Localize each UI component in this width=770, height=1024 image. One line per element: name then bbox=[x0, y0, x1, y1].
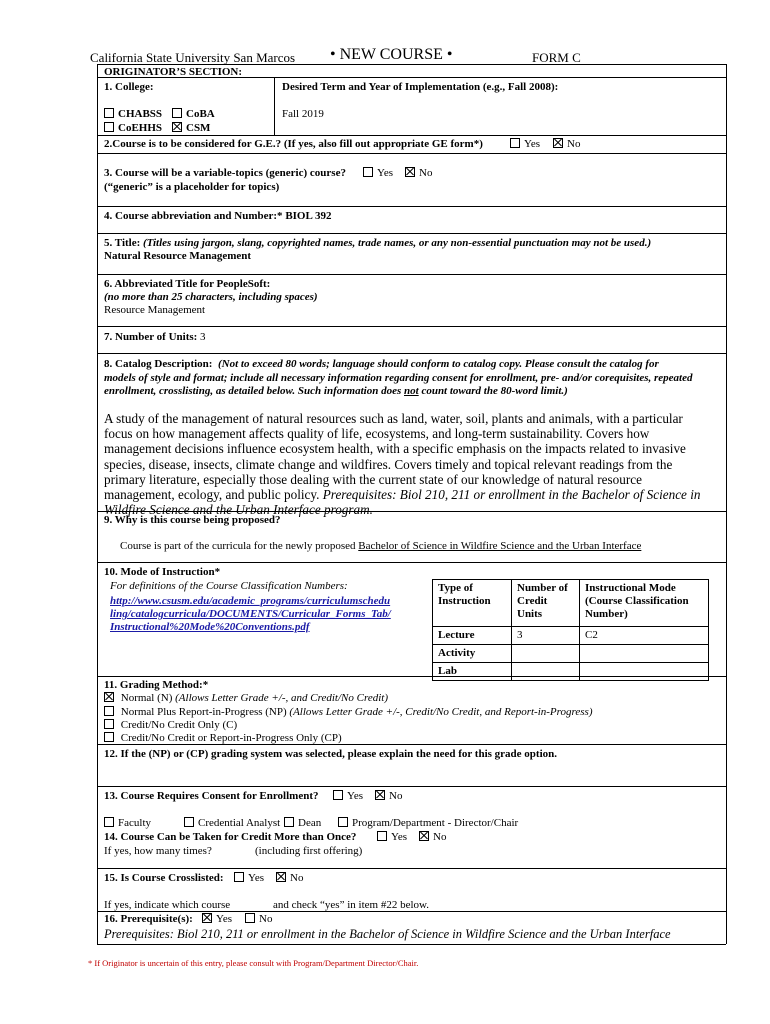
checked-checkbox-icon[interactable] bbox=[405, 167, 415, 177]
checkbox-icon[interactable] bbox=[338, 817, 348, 827]
row-mode[interactable] bbox=[580, 663, 709, 681]
q3-note: (“generic” is a placeholder for topics) bbox=[104, 181, 280, 193]
grading-option-cp[interactable]: Credit/No Credit or Report-in-Progress Only (CP) bbox=[104, 732, 342, 745]
q15-label: 15. Is Course Crosslisted: bbox=[104, 872, 224, 884]
q7-value[interactable]: 3 bbox=[200, 331, 206, 343]
checkbox-icon[interactable] bbox=[363, 167, 373, 177]
q12-label: 12. If the (NP) or (CP) grading system was selected, please explain the need for this grade option. bbox=[104, 748, 557, 760]
q13-yes-checkbox[interactable]: Yes bbox=[333, 790, 363, 803]
header-type: Type of Instruction bbox=[433, 580, 512, 627]
checkbox-icon[interactable] bbox=[234, 872, 244, 882]
instruction-mode-table bbox=[432, 579, 709, 681]
q11-label: 11. Grading Method:* bbox=[104, 679, 209, 691]
checkbox-icon[interactable] bbox=[172, 108, 182, 118]
checkbox-icon[interactable] bbox=[377, 831, 387, 841]
checkbox-icon[interactable] bbox=[104, 719, 114, 729]
q14-no-checkbox[interactable]: No bbox=[419, 831, 446, 844]
checkbox-icon[interactable] bbox=[104, 108, 114, 118]
q13-label: 13. Course Requires Consent for Enrollment? bbox=[104, 790, 319, 802]
q5-row: 5. Title: (Titles using jargon, slang, copyrighted names, trade names, or any non-essential punctuation may not be used.) bbox=[104, 237, 652, 249]
q14-yes-checkbox[interactable]: Yes bbox=[377, 831, 407, 844]
term-label: Desired Term and Year of Implementation (e.g., Fall 2008): bbox=[282, 81, 559, 93]
q10-note: For definitions of the Course Classification Numbers: bbox=[110, 580, 348, 592]
catalog-prereq: Prerequisites: Biol 210, 211 or enrollment in the Bachelor of Science in Wildfire Science and the Urban Interface program. bbox=[104, 487, 701, 518]
table-row bbox=[433, 627, 709, 645]
instructional-mode-link-line3[interactable]: Instructional%20Mode%20Conventions.pdf bbox=[110, 621, 310, 633]
row-type: Activity bbox=[433, 645, 512, 663]
term-value: Fall 2019 bbox=[282, 108, 324, 120]
checkbox-icon[interactable] bbox=[104, 706, 114, 716]
q4-row: 4. Course abbreviation and Number:* BIOL 392 bbox=[104, 210, 332, 222]
consent-faculty[interactable]: Faculty bbox=[104, 817, 151, 830]
q15-yes-checkbox[interactable]: Yes bbox=[234, 872, 264, 885]
q6-value[interactable]: Resource Management bbox=[104, 304, 206, 316]
table-row bbox=[433, 645, 709, 663]
college-divider bbox=[274, 77, 275, 135]
instructional-mode-link-line2[interactable]: ling/catalogcurricula/DOCUMENTS/Curricular_Forms_Tab/ bbox=[110, 608, 391, 620]
form-title: • NEW COURSE • bbox=[330, 46, 453, 63]
catalog-description[interactable]: A study of the management of natural resources such as land, water, soil, plants and animals, with a particular focus on how management affects quality of life, ecosystems, and long-term sustainability. Covers how management decisions influence ecosystem health, with a specific emphasis on the impacts related to invasive species, disease, insects, climate change and wildfires. Covers timely and topical relevant readings from the primary literature, especially those dealing with the current state of our knowledge of natural resource management, ecology, and public policy. Prerequisites: Biol 210, 211 or enrollment in the Bachelor of Science in Wildfire Science and the Urban Interface program. bbox=[104, 411, 701, 518]
consent-director-chair[interactable]: Program/Department - Director/Chair bbox=[338, 817, 518, 830]
q14-label: 14. Course Can be Taken for Credit More than Once? bbox=[104, 831, 357, 843]
checked-checkbox-icon[interactable] bbox=[276, 872, 286, 882]
q3-no-checkbox[interactable]: No bbox=[405, 167, 432, 180]
college-checkbox-csm[interactable]: CSM bbox=[172, 122, 210, 135]
row-units[interactable] bbox=[512, 645, 580, 663]
q6-label: 6. Abbreviated Title for PeopleSoft: bbox=[104, 278, 271, 290]
q15-indicate: If yes, indicate which course bbox=[104, 899, 231, 911]
row-mode[interactable]: C2 bbox=[580, 627, 709, 645]
consent-credential-analyst[interactable]: Credential Analyst bbox=[184, 817, 280, 830]
frame-right-line bbox=[726, 64, 727, 944]
grading-option-normal[interactable]: Normal (N) (Allows Letter Grade +/-, and Credit/No Credit) bbox=[104, 692, 388, 705]
row-type: Lab bbox=[433, 663, 512, 681]
header-mode: Instructional Mode (Course Classification Number) bbox=[580, 580, 709, 627]
q2-no-checkbox[interactable]: No bbox=[553, 138, 580, 151]
frame-top-line bbox=[97, 64, 726, 65]
grading-option-np[interactable]: Normal Plus Report-in-Progress (NP) (Allows Letter Grade +/-, Credit/No Credit, and Report-in-Progress) bbox=[104, 706, 593, 719]
checked-checkbox-icon[interactable] bbox=[419, 831, 429, 841]
table-row bbox=[433, 663, 709, 681]
q14-including: (including first offering) bbox=[255, 845, 363, 857]
q8-instructions: 8. Catalog Description: (Not to exceed 80 words; language should conform to catalog copy. Please consult the catalog for models of style and format; include all necessary information regarding consent for enrollment, pre- and/or corequisites, repeated enrollment, crosslisting, as detailed below. Such information does not count toward the 80-word limit.) bbox=[104, 358, 693, 398]
checkbox-icon[interactable] bbox=[284, 817, 294, 827]
row-units[interactable] bbox=[512, 663, 580, 681]
q16-value[interactable]: Prerequisites: Biol 210, 211 or enrollment in the Bachelor of Science in Wildfire Science and the Urban Interface bbox=[104, 927, 671, 941]
q16-no-checkbox[interactable]: No bbox=[245, 913, 272, 926]
college-label: 1. College: bbox=[104, 81, 154, 93]
q13-no-checkbox[interactable]: No bbox=[375, 790, 402, 803]
college-checkbox-chabss[interactable]: CHABSS bbox=[104, 108, 162, 121]
grading-option-credit[interactable]: Credit/No Credit Only (C) bbox=[104, 719, 237, 732]
checked-checkbox-icon[interactable] bbox=[375, 790, 385, 800]
q3-label: 3. Course will be a variable-topics (generic) course? bbox=[104, 167, 346, 179]
checkbox-icon[interactable] bbox=[510, 138, 520, 148]
header-units: Number of Credit Units bbox=[512, 580, 580, 627]
college-checkbox-coehhs[interactable]: CoEHHS bbox=[104, 122, 162, 135]
q7-row: 7. Number of Units: 3 bbox=[104, 331, 206, 343]
checkbox-icon[interactable] bbox=[104, 732, 114, 742]
q16-label: 16. Prerequisite(s): bbox=[104, 913, 193, 925]
q15-no-checkbox[interactable]: No bbox=[276, 872, 303, 885]
footnote: * If Originator is uncertain of this entry, please consult with Program/Department Director/Chair. bbox=[88, 958, 419, 968]
q9-label: 9. Why is this course being proposed? bbox=[104, 514, 281, 526]
q2-yes-checkbox[interactable]: Yes bbox=[510, 138, 540, 151]
frame-left-line bbox=[97, 64, 98, 944]
form-id: FORM C bbox=[532, 50, 581, 65]
checked-checkbox-icon[interactable] bbox=[104, 692, 114, 702]
row-type: Lecture bbox=[433, 627, 512, 645]
q2-label: 2.Course is to be considered for G.E.? (If yes, also fill out appropriate GE form*) bbox=[104, 138, 483, 150]
checkbox-icon[interactable] bbox=[333, 790, 343, 800]
checkbox-icon[interactable] bbox=[184, 817, 194, 827]
checkbox-icon[interactable] bbox=[245, 913, 255, 923]
q10-label: 10. Mode of Instruction* bbox=[104, 566, 221, 578]
instructional-mode-link-line1[interactable]: http://www.csusm.edu/academic_programs/curriculumschedu bbox=[110, 595, 391, 607]
consent-dean[interactable]: Dean bbox=[284, 817, 321, 830]
checkbox-icon[interactable] bbox=[104, 122, 114, 132]
q6-note: (no more than 25 characters, including spaces) bbox=[104, 291, 318, 303]
q4-value[interactable]: BIOL 392 bbox=[285, 210, 332, 222]
row-units[interactable]: 3 bbox=[512, 627, 580, 645]
table-header-row bbox=[433, 580, 709, 627]
checked-checkbox-icon[interactable] bbox=[553, 138, 563, 148]
checked-checkbox-icon[interactable] bbox=[202, 913, 212, 923]
college-checkbox-coba[interactable]: CoBA bbox=[172, 108, 215, 121]
checked-checkbox-icon[interactable] bbox=[172, 122, 182, 132]
originator-section-label: ORIGINATOR’S SECTION: bbox=[104, 66, 243, 78]
university-name: California State University San Marcos bbox=[90, 50, 296, 65]
q5-value[interactable]: Natural Resource Management bbox=[104, 250, 252, 262]
checkbox-icon[interactable] bbox=[104, 817, 114, 827]
q14-how-many: If yes, how many times? bbox=[104, 845, 212, 857]
q15-check: and check “yes” in item #22 below. bbox=[273, 899, 429, 911]
q16-yes-checkbox[interactable]: Yes bbox=[202, 913, 232, 926]
q3-yes-checkbox[interactable]: Yes bbox=[363, 167, 393, 180]
frame-bottom-line bbox=[97, 944, 726, 945]
q9-value[interactable]: Course is part of the curricula for the newly proposed Bachelor of Science in Wildfire Science and the Urban Interface bbox=[120, 540, 642, 552]
row-mode[interactable] bbox=[580, 645, 709, 663]
